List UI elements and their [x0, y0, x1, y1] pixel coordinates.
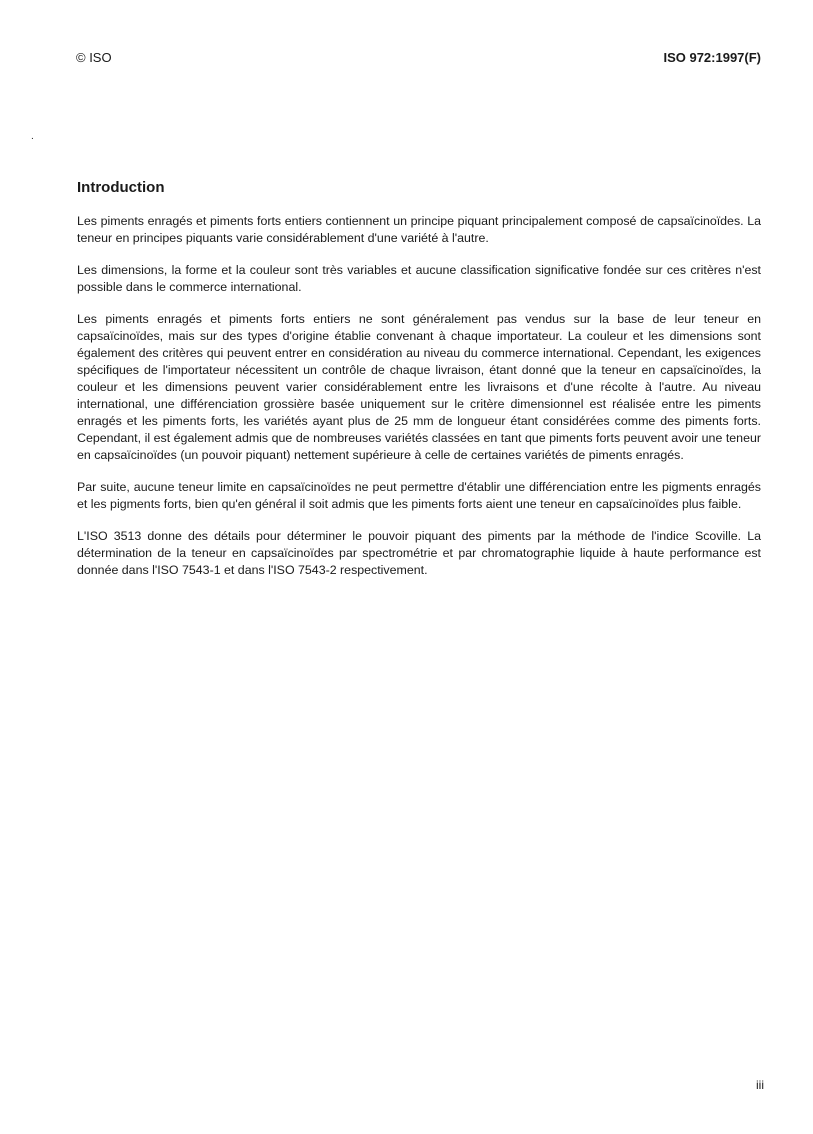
paragraph: Les piments enragés et piments forts entiers ne sont généralement pas vendus sur la base de leur teneur en capsaïcinoïdes, mais sur des types d'origine établie convenant à chaque importateur. La couleur et les dimensions sont également des critères qui peuvent entrer en considération au niveau du commerce international. Cependant, les exigences spécifiques de l'importateur nécessitent un contrôle de chaque livraison, étant donné que la teneur en capsaïcinoïdes, la couleur et les dimensions peuvent varier considérablement entre les livraisons et d'une récolte à l'autre. Au niveau international, une différenciation grossière basée uniquement sur le critère dimensionnel est réalisée entre les piments enragés et les piments forts, les variétés ayant plus de 25 mm de longueur étant considérées comme des piments forts. Cependant, il est également admis que de nombreuses variétés classées en tant que piments forts peuvent avoir une teneur en capsaïcinoïdes (un pouvoir piquant) nettement supérieure à celle de certaines variétés de piments enragés.: [77, 312, 761, 462]
introduction-body: [77, 213, 761, 594]
section-title: Introduction: [77, 179, 165, 196]
paragraph: Les piments enragés et piments forts entiers contiennent un principe piquant principalement composé de capsaïcinoïdes. La teneur en principes piquants varie considérablement d'une variété à l'autre.: [77, 214, 761, 245]
copyright-notice: © ISO: [76, 50, 112, 65]
standard-identifier: ISO 972:1997(F): [663, 50, 761, 65]
paragraph: L'ISO 3513 donne des détails pour déterminer le pouvoir piquant des piments par la méthode de l'indice Scoville. La détermination de la teneur en capsaïcinoïdes par spectrométrie et par chromatographie liquide à haute performance est donnée dans l'ISO 7543-1 et dans l'ISO 7543-2 respectivement.: [77, 529, 761, 577]
paragraph: Par suite, aucune teneur limite en capsaïcinoïdes ne peut permettre d'établir une différenciation entre les pigments enragés et les pigments forts, bien qu'en général il soit admis que les piments forts aient une teneur en capsaïcinoïdes plus faible.: [77, 480, 761, 511]
paragraph: Les dimensions, la forme et la couleur sont très variables et aucune classification significative fondée sur ces critères n'est possible dans le commerce international.: [77, 263, 761, 294]
stray-mark: .: [31, 131, 34, 142]
page-number: iii: [756, 1078, 764, 1092]
